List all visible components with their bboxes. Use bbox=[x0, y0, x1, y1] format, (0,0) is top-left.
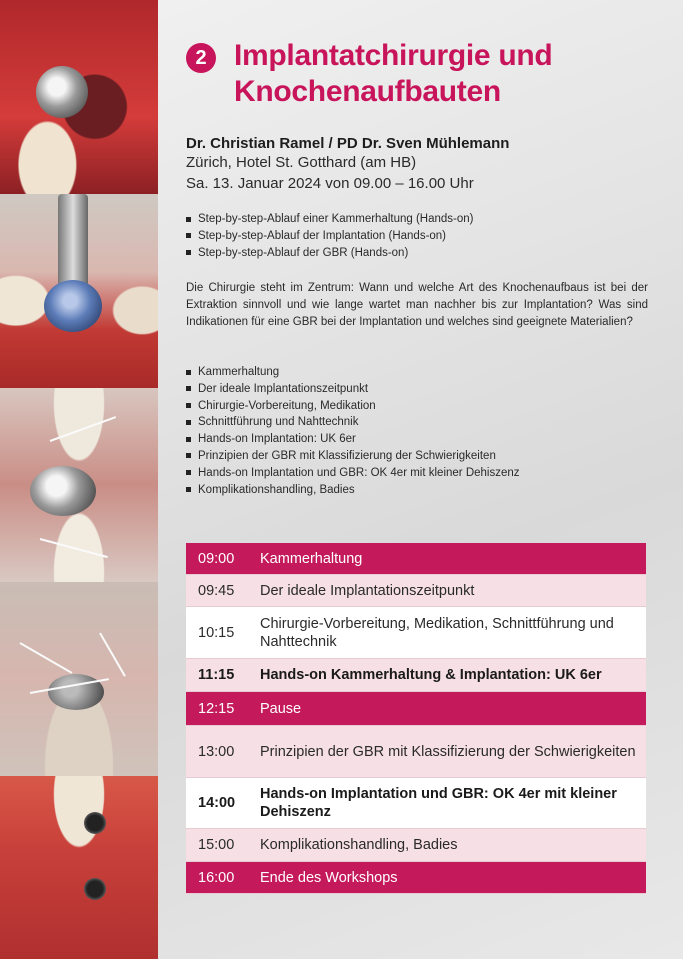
photo-implant-insertion bbox=[0, 194, 158, 388]
schedule-label: Pause bbox=[260, 700, 302, 717]
topics-list bbox=[186, 364, 520, 498]
schedule-label: Komplikationshandling, Badies bbox=[260, 837, 458, 853]
schedule-table bbox=[186, 543, 646, 894]
list-item: Kammerhaltung bbox=[186, 364, 520, 381]
schedule-label: Chirurgie-Vorbereitung, Medikation, Schnittführung und Nahttechnik bbox=[260, 615, 614, 650]
schedule-label: Prinzipien der GBR mit Klassifizierung der Schwierigkeiten bbox=[260, 743, 636, 760]
venue: Zürich, Hotel St. Gotthard (am HB) bbox=[186, 154, 417, 171]
photo-extraction-site bbox=[0, 0, 158, 194]
implant-top bbox=[84, 878, 106, 900]
schedule-row bbox=[186, 692, 646, 726]
section-number-badge: 2 bbox=[186, 43, 216, 73]
photo-sutured-healing-cap bbox=[0, 388, 158, 582]
photo-suture-technique bbox=[0, 582, 158, 776]
list-item: Der ideale Implantationszeitpunkt bbox=[186, 381, 520, 398]
list-item: Hands-on Implantation: UK 6er bbox=[186, 431, 520, 448]
implant-body bbox=[44, 280, 102, 332]
list-item: Prinzipien der GBR mit Klassifizierung der Schwierigkeiten bbox=[186, 448, 520, 465]
schedule-label: Hands-on Kammerhaltung & Implantation: UK 6er bbox=[260, 667, 602, 683]
speakers: Dr. Christian Ramel / PD Dr. Sven Mühlemann bbox=[186, 135, 510, 152]
list-item: Step-by-step-Ablauf der Implantation (Hands-on) bbox=[186, 228, 474, 245]
schedule-time: 10:15 bbox=[198, 624, 235, 641]
schedule-row bbox=[186, 829, 646, 862]
list-item: Step-by-step-Ablauf einer Kammerhaltung (Hands-on) bbox=[186, 211, 474, 228]
schedule-row bbox=[186, 659, 646, 692]
list-item: Komplikationshandling, Badies bbox=[186, 482, 520, 499]
schedule-time: 15:00 bbox=[198, 837, 235, 853]
event-date: Sa. 13. Januar 2024 von 09.00 – 16.00 Uhr bbox=[186, 175, 474, 192]
schedule-time: 09:45 bbox=[198, 582, 235, 599]
schedule-row bbox=[186, 607, 646, 659]
suture bbox=[50, 416, 116, 442]
schedule-time: 13:00 bbox=[198, 743, 235, 760]
schedule-time: 09:00 bbox=[198, 550, 235, 567]
schedule-label: Hands-on Implantation und GBR: OK 4er mit kleiner Dehiszenz bbox=[260, 786, 617, 820]
steps-list bbox=[186, 211, 474, 261]
schedule-time: 11:15 bbox=[198, 667, 235, 683]
schedule-row bbox=[186, 575, 646, 607]
list-item: Step-by-step-Ablauf der GBR (Hands-on) bbox=[186, 245, 474, 262]
schedule-row bbox=[186, 726, 646, 778]
implant-abutment bbox=[36, 66, 88, 118]
schedule-time: 12:15 bbox=[198, 700, 235, 717]
list-item: Hands-on Implantation und GBR: OK 4er mit kleiner Dehiszenz bbox=[186, 465, 520, 482]
description: Die Chirurgie steht im Zentrum: Wann und welche Art des Knochenaufbaus ist bei der Extraktion sinnvoll und wie lange wartet man nachher bis zur Implantation? Was sind Indikationen für eine GBR bei der Implantation und welches sind geeignete Materialien? bbox=[186, 282, 648, 328]
photo-gbr-site bbox=[0, 776, 158, 959]
suture bbox=[99, 633, 126, 677]
schedule-row bbox=[186, 543, 646, 575]
suture bbox=[40, 538, 108, 558]
schedule-label: Ende des Workshops bbox=[260, 869, 398, 886]
list-item: Chirurgie-Vorbereitung, Medikation bbox=[186, 398, 520, 415]
title-row bbox=[186, 38, 634, 110]
implant-top bbox=[84, 812, 106, 834]
list-item: Schnittführung und Nahttechnik bbox=[186, 414, 520, 431]
suture bbox=[20, 642, 73, 674]
healing-cap bbox=[30, 466, 96, 516]
schedule-label: Kammerhaltung bbox=[260, 550, 363, 567]
schedule-row bbox=[186, 862, 646, 894]
photo-strip bbox=[0, 0, 158, 959]
page-title: Implantatchirurgie und Knochenaufbauten bbox=[234, 39, 553, 108]
schedule-label: Der ideale Implantationszeitpunkt bbox=[260, 582, 475, 599]
schedule-time: 14:00 bbox=[198, 795, 236, 811]
schedule-row bbox=[186, 778, 646, 829]
schedule-time: 16:00 bbox=[198, 869, 235, 886]
